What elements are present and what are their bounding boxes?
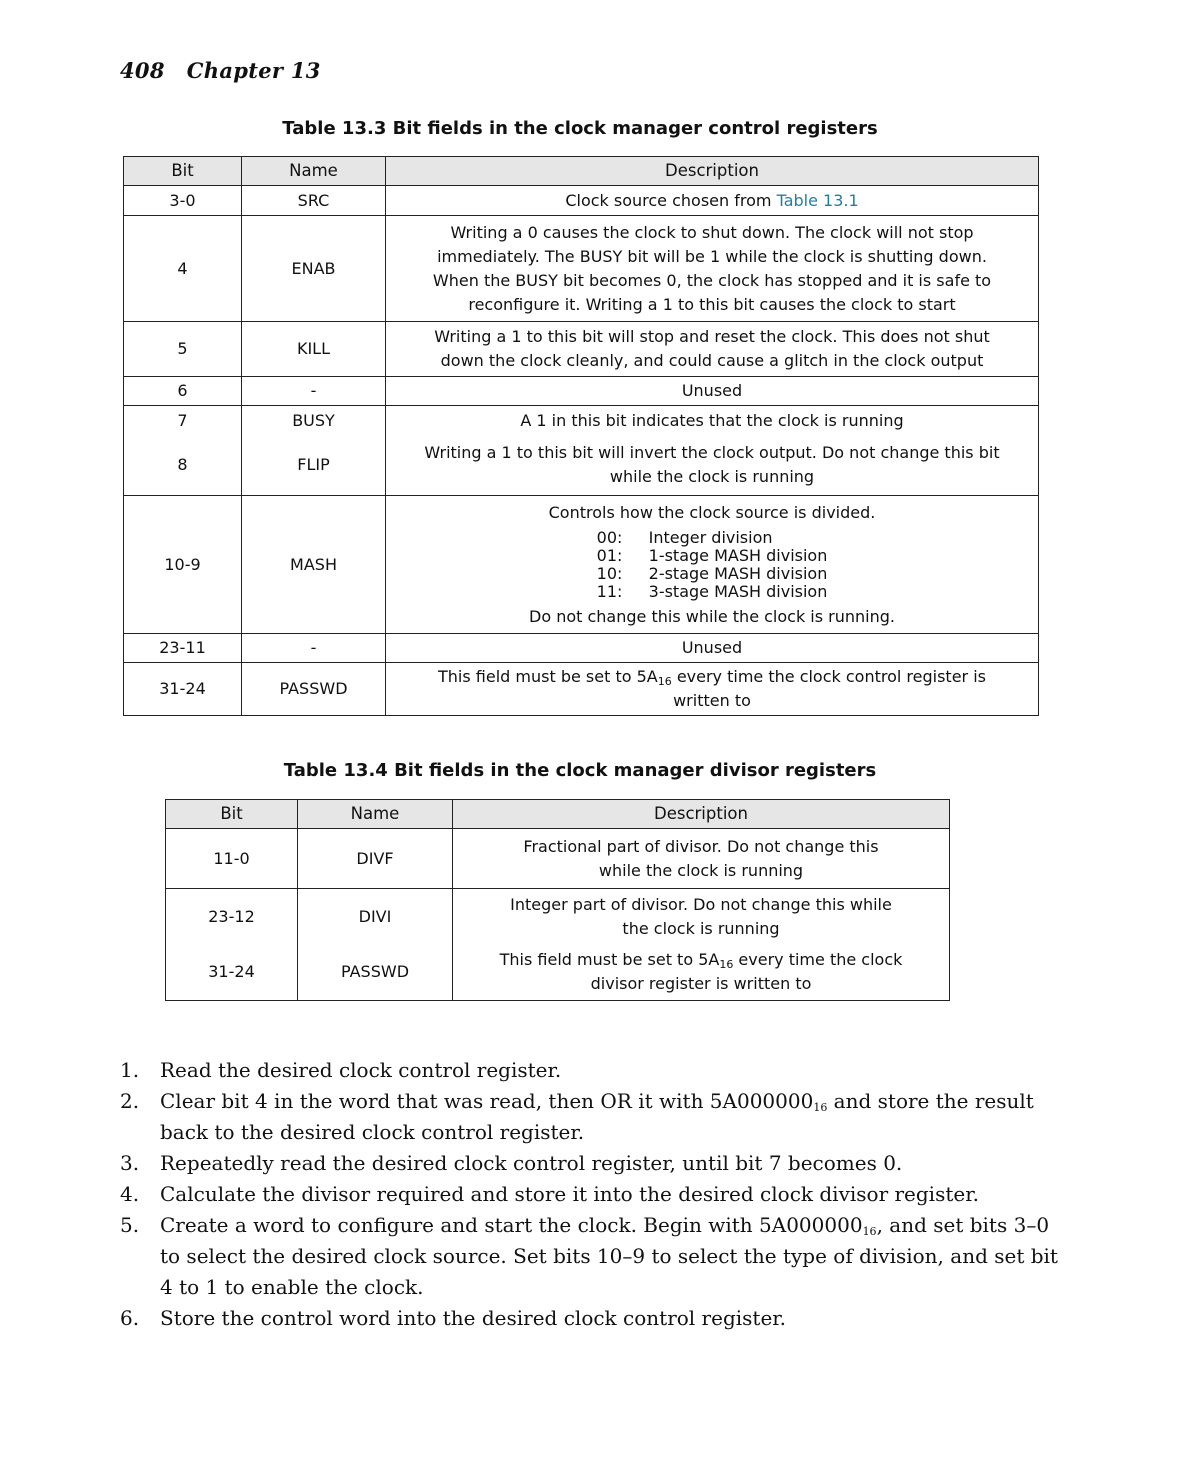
name-cell: MASH (242, 496, 386, 634)
mash-options-list (597, 529, 828, 601)
name-cell: FLIP (242, 436, 386, 496)
name-cell: KILL (242, 322, 386, 377)
table-row (124, 663, 1039, 716)
chapter-title: Chapter 13 (186, 58, 321, 83)
bit-cell: 31-24 (166, 945, 298, 1001)
description-cell: Controls how the clock source is divided. 00: Integer division 01: 1-stage MASH division 10: 2-stage MASH division 11: 3-stage MASH division Do not change this while the clock is running. (386, 496, 1039, 634)
name-cell: DIVF (298, 829, 453, 889)
table-13-4-caption: Table 13.4 Bit fields in the clock manager divisor registers (283, 760, 877, 781)
description-cell: This field must be set to $5A_{16}$ every time the clock divisor register is written to (453, 945, 950, 1001)
table-row (124, 406, 1039, 436)
description-cell: Writing a 0 causes the clock to shut down. The clock will not stop immediately. The BUSY bit will be 1 while the clock is shutting down. When the BUSY bit becomes 0, the clock has stopped and it is safe to reconfigure it. Writing a 1 to this bit causes the clock to start (386, 216, 1039, 322)
list-item: 1. Read the desired clock control register. (120, 1058, 562, 1082)
description-cell: Writing a 1 to this bit will stop and reset the clock. This does not shut down the clock cleanly, and could cause a glitch in the clock output (386, 322, 1039, 377)
bit-cell: 23-11 (124, 634, 242, 663)
table-row (124, 216, 1039, 322)
description-cell: Clock source chosen from Table 13.1 (386, 186, 1039, 216)
table-row (166, 829, 950, 889)
col-header-bit: Bit (166, 800, 298, 829)
name-cell: - (242, 377, 386, 406)
col-header-description: Description (386, 157, 1039, 186)
description-cell: Fractional part of divisor. Do not change this while the clock is running (453, 829, 950, 889)
table-header-row (124, 157, 1039, 186)
table-row (124, 634, 1039, 663)
table-header-row (166, 800, 950, 829)
bit-cell: 10-9 (124, 496, 242, 634)
divisor-register-table (165, 799, 950, 1001)
table-13-3-caption: Table 13.3 Bit fields in the clock manager control registers (282, 118, 878, 139)
name-cell: SRC (242, 186, 386, 216)
bit-cell: 5 (124, 322, 242, 377)
table-row (124, 377, 1039, 406)
list-item: 01: 1-stage MASH division (596, 545, 828, 565)
table-row (166, 889, 950, 945)
table-13-1-link[interactable]: Table 13.1 (776, 190, 859, 210)
list-item: 10: 2-stage MASH division (596, 563, 828, 583)
table-row (166, 945, 950, 1001)
bit-cell: 7 (124, 406, 242, 436)
description-cell: A 1 in this bit indicates that the clock is running (386, 406, 1039, 436)
name-cell: ENAB (242, 216, 386, 322)
description-cell: Unused (386, 634, 1039, 663)
bit-cell: 3-0 (124, 186, 242, 216)
col-header-description: Description (453, 800, 950, 829)
list-item: 3. Repeatedly read the desired clock control register, until bit 7 becomes 0. (120, 1151, 903, 1175)
bit-cell: 4 (124, 216, 242, 322)
list-item: 11: 3-stage MASH division (596, 581, 828, 601)
bit-cell: 23-12 (166, 889, 298, 945)
description-cell: Integer part of divisor. Do not change this while the clock is running (453, 889, 950, 945)
bit-cell: 31-24 (124, 663, 242, 716)
description-cell: Writing a 1 to this bit will invert the clock output. Do not change this bit while the clock is running (386, 436, 1039, 496)
list-item: 00: Integer division (596, 527, 773, 547)
col-header-name: Name (298, 800, 453, 829)
bit-cell: 6 (124, 377, 242, 406)
table-row (124, 322, 1039, 377)
table-row (124, 436, 1039, 496)
bit-cell: 8 (124, 436, 242, 496)
name-cell: PASSWD (242, 663, 386, 716)
list-item: 4. Calculate the divisor required and store it into the desired clock divisor register. (120, 1182, 979, 1206)
description-cell: Unused (386, 377, 1039, 406)
page-number: 408 (120, 58, 165, 83)
name-cell: - (242, 634, 386, 663)
col-header-name: Name (242, 157, 386, 186)
name-cell: BUSY (242, 406, 386, 436)
page-header (120, 58, 321, 83)
control-register-table (123, 156, 1039, 716)
list-item: 6. Store the control word into the desired clock control register. (120, 1306, 787, 1330)
list-item: 5. Create a word to configure and start the clock. Begin with $5A000000_{16}$, and set bits 3–0 to select the desired clock source. Set bits 10–9 to select the type of division, and set bit 4 to 1 to enable the clock. (120, 1213, 1058, 1299)
name-cell: DIVI (298, 889, 453, 945)
name-cell: PASSWD (298, 945, 453, 1001)
list-item: 2. Clear bit 4 in the word that was read, then OR it with $5A000000_{16}$ and store the result back to the desired clock control register. (120, 1089, 1034, 1144)
procedure-steps (120, 1055, 1060, 1334)
table-row (124, 186, 1039, 216)
bit-cell: 11-0 (166, 829, 298, 889)
description-cell: This field must be set to $5A_{16}$ every time the clock control register is written to (386, 663, 1039, 716)
table-row (124, 496, 1039, 634)
col-header-bit: Bit (124, 157, 242, 186)
